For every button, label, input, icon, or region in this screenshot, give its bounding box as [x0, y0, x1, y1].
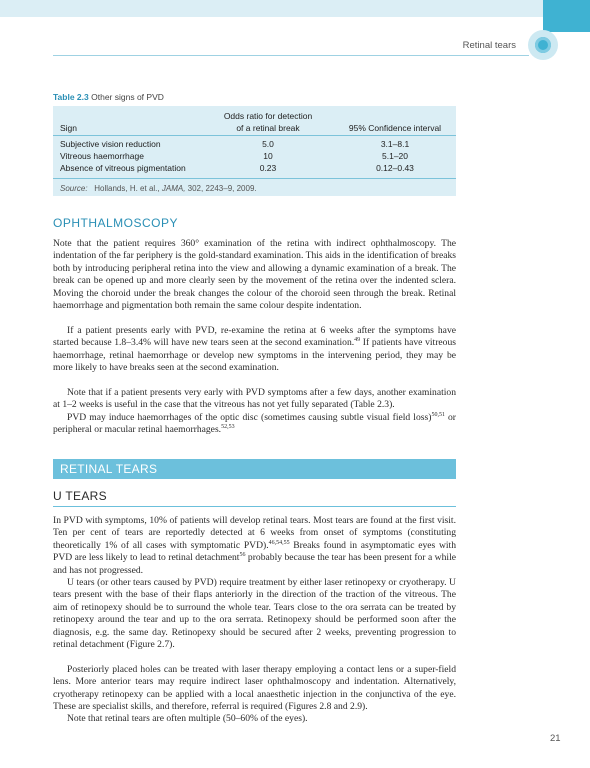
- table-caption-label: Table 2.3: [53, 92, 89, 102]
- u-tears-rule: [53, 506, 456, 507]
- table-source-authors: Hollands, H. et al.,: [94, 184, 160, 193]
- ophthalmoscopy-paragraph-1: Note that the patient requires 360° examination of the retina with indirect ophthalmoscopy. The indentation of the far periphery is the gold-standard examination. This aids in the identification of breaks both by introducing peripheral retina into the view and allowing a dynamic examination of a break. The break can be opened up and more clearly seen by the movement of the retina over the indented sclera. Moving the choroid under the break changes the colour of the choroid seen through the break. Retinal haemorrhage and pigmentation both remain the same colour despite indentation.: [53, 238, 456, 312]
- header-circle-inner: [535, 37, 551, 53]
- table-source-label: Source:: [60, 184, 88, 193]
- ophthalmoscopy-p2-text-a: If a patient presents early with PVD, re-examine the retina at 6 weeks after the symptoms have started because 1.8–3.4% will have new tears seen at the second examination.: [53, 325, 456, 349]
- table-caption-text: Other signs of PVD: [91, 92, 164, 102]
- ophthalmoscopy-paragraph-4: [53, 412, 456, 437]
- table-header-rule: [53, 135, 456, 136]
- table-caption: [53, 92, 164, 102]
- col-header-ci: 95% Confidence interval: [348, 123, 442, 133]
- col-header-sign: Sign: [60, 123, 78, 133]
- ophthalmoscopy-heading: OPHTHALMOSCOPY: [53, 216, 179, 230]
- u-tears-p1-text-c: probably because the tear has been present for a while and has not progressed.: [53, 552, 456, 576]
- table-row-1-ci: 3.1–8.1: [380, 139, 410, 149]
- table-row-2-sign: Vitreous haemorrhage: [60, 151, 144, 161]
- ophthalmoscopy-paragraph-2: [53, 325, 456, 375]
- col-header-odds-line1: Odds ratio for detection: [223, 111, 313, 121]
- u-tears-paragraph-4: Note that retinal tears are often multiple (50–60% of the eyes).: [67, 713, 308, 724]
- table-source: [60, 184, 257, 193]
- table-footer-rule: [53, 178, 456, 179]
- header-rule: [53, 55, 529, 56]
- table-row-2-odds: 10: [263, 151, 273, 161]
- u-tears-heading: U TEARS: [53, 489, 107, 503]
- col-header-odds-line2: of a retinal break: [236, 123, 300, 133]
- u-tears-p1-text-b: Breaks found in asymptomatic eyes with PVD are less likely to lead to retinal detachment: [53, 539, 456, 564]
- table-row-1-odds: 5.0: [262, 139, 274, 149]
- table-row-3-odds: 0.23: [259, 163, 277, 173]
- u-tears-p1-text-a: In PVD with symptoms, 10% of patients will develop retinal tears. Most tears are found at the first visit. Ten per cent of tears are reportedly detected at 6 weeks from onset of symptoms (constituting theoretically 1% of all cases with symptomatic PVD).: [53, 515, 456, 551]
- ophthalmoscopy-paragraph-3: Note that if a patient presents very early with PVD symptoms after a few days, another examination at 1–2 weeks is useful in the case that the vitreous has not yet fully separated (Table 2.3).: [53, 387, 456, 411]
- citation-46-54-55: 46,54,55: [268, 539, 290, 546]
- u-tears-paragraph-3: Posteriorly placed holes can be treated with laser therapy employing a contact lens or a super-field lens. More anterior tears may require indirect laser ophthalmoscopy and indentation. Alternatively, cryotherapy retinopexy can be applied with a local anaesthetic injection in the conjunctiva of the eye. These are specialist skills, and therefore, referral is required (Figures 2.8 and 2.9).: [53, 664, 456, 713]
- table-row-3-sign: Absence of vitreous pigmentation: [60, 163, 186, 173]
- top-color-bar: [0, 0, 543, 17]
- table-source-ref: 302, 2243–9, 2009.: [187, 184, 257, 193]
- corner-accent-block: [543, 0, 590, 32]
- table-row-2-ci: 5.1–20: [382, 151, 408, 161]
- citation-56: 56: [239, 552, 246, 559]
- citation-50-51: 50,51: [431, 411, 445, 418]
- running-header: Retinal tears: [462, 40, 516, 51]
- citation-52-53: 52,53: [221, 424, 235, 431]
- retinal-tears-section-band: [53, 459, 456, 479]
- u-tears-paragraph-2: U tears (or other tears caused by PVD) require treatment by either laser retinopexy or cryotherapy. U tears present with the base of their flaps anteriorly in the direction of the traction of the vitreous. The aim of retinopexy should be to surround the whole tear. Tears close to the ora serrata can be treated by retinopexy around the tear and up to the ora serrata. Retinopexy should be performed soon after the diagnosis, e.g. the same day. Retinopexy should be secured after 2 weeks, preventing progression to retinal detachment (Figure 2.7).: [53, 577, 456, 651]
- ophthalmoscopy-p4-text-b: or peripheral or macular retinal haemorrhages.: [53, 412, 456, 436]
- u-tears-paragraph-1: [53, 515, 456, 577]
- table-row-3-ci: 0.12–0.43: [376, 163, 414, 173]
- table-row-1-sign: Subjective vision reduction: [60, 139, 161, 149]
- ophthalmoscopy-p2-text-b: If patients have vitreous haemorrhage, retinal haemorrhage or develop new symptoms in the intervening period, they may be more likely to have breaks seen at the second examination.: [53, 337, 456, 374]
- ophthalmoscopy-p4-text-a: PVD may induce haemorrhages of the optic disc (sometimes causing subtle visual field loss): [67, 412, 432, 423]
- retinal-tears-heading: RETINAL TEARS: [60, 462, 158, 476]
- page-number: 21: [550, 733, 561, 744]
- citation-49: 49: [354, 337, 361, 344]
- table-source-journal: JAMA,: [161, 184, 186, 193]
